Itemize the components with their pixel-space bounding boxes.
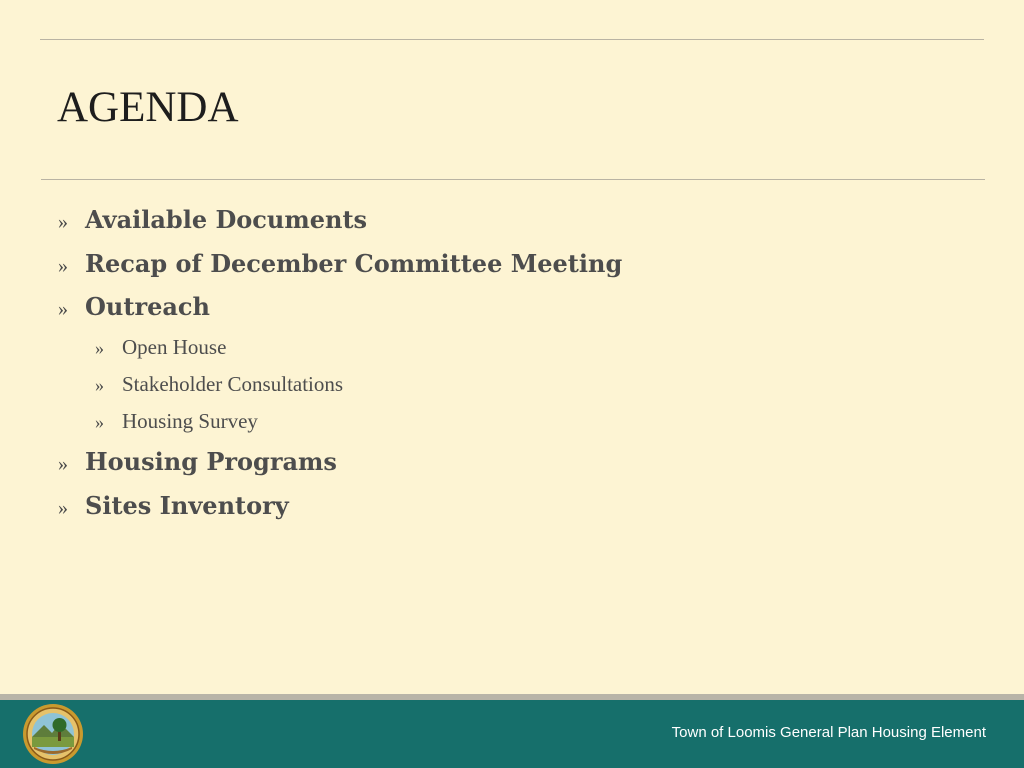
title-divider [41, 179, 985, 180]
agenda-item [57, 491, 289, 520]
agenda-subitem-label: Stakeholder Consultations [122, 372, 344, 396]
town-seal-icon [22, 703, 84, 765]
agenda-subitem-label: Open House [122, 335, 227, 359]
agenda-item-label: Outreach [85, 292, 210, 321]
agenda-item [57, 292, 210, 321]
agenda-subitem [95, 335, 226, 360]
agenda-item [57, 205, 367, 234]
agenda-subitem-label: Housing Survey [122, 409, 258, 433]
bullet-icon: » [95, 338, 104, 358]
agenda-item-label: Available Documents [85, 205, 368, 234]
agenda-item [57, 447, 337, 476]
slide-title: AGENDA [57, 84, 239, 131]
bullet-icon: » [58, 211, 68, 233]
bullet-icon: » [95, 375, 104, 395]
agenda-item-label: Recap of December Committee Meeting [85, 249, 623, 278]
bullet-icon: » [58, 497, 68, 519]
agenda-item-label: Housing Programs [85, 447, 337, 476]
bullet-icon: » [58, 255, 68, 277]
bullet-icon: » [58, 453, 68, 475]
bullet-icon: » [95, 412, 104, 432]
agenda-item [57, 249, 622, 278]
agenda-subitem [95, 409, 258, 434]
bullet-icon: » [58, 298, 68, 320]
agenda-item-label: Sites Inventory [85, 491, 289, 520]
footer-title: Town of Loomis General Plan Housing Element [671, 724, 986, 741]
top-divider [40, 39, 984, 40]
agenda-subitem [95, 372, 343, 397]
